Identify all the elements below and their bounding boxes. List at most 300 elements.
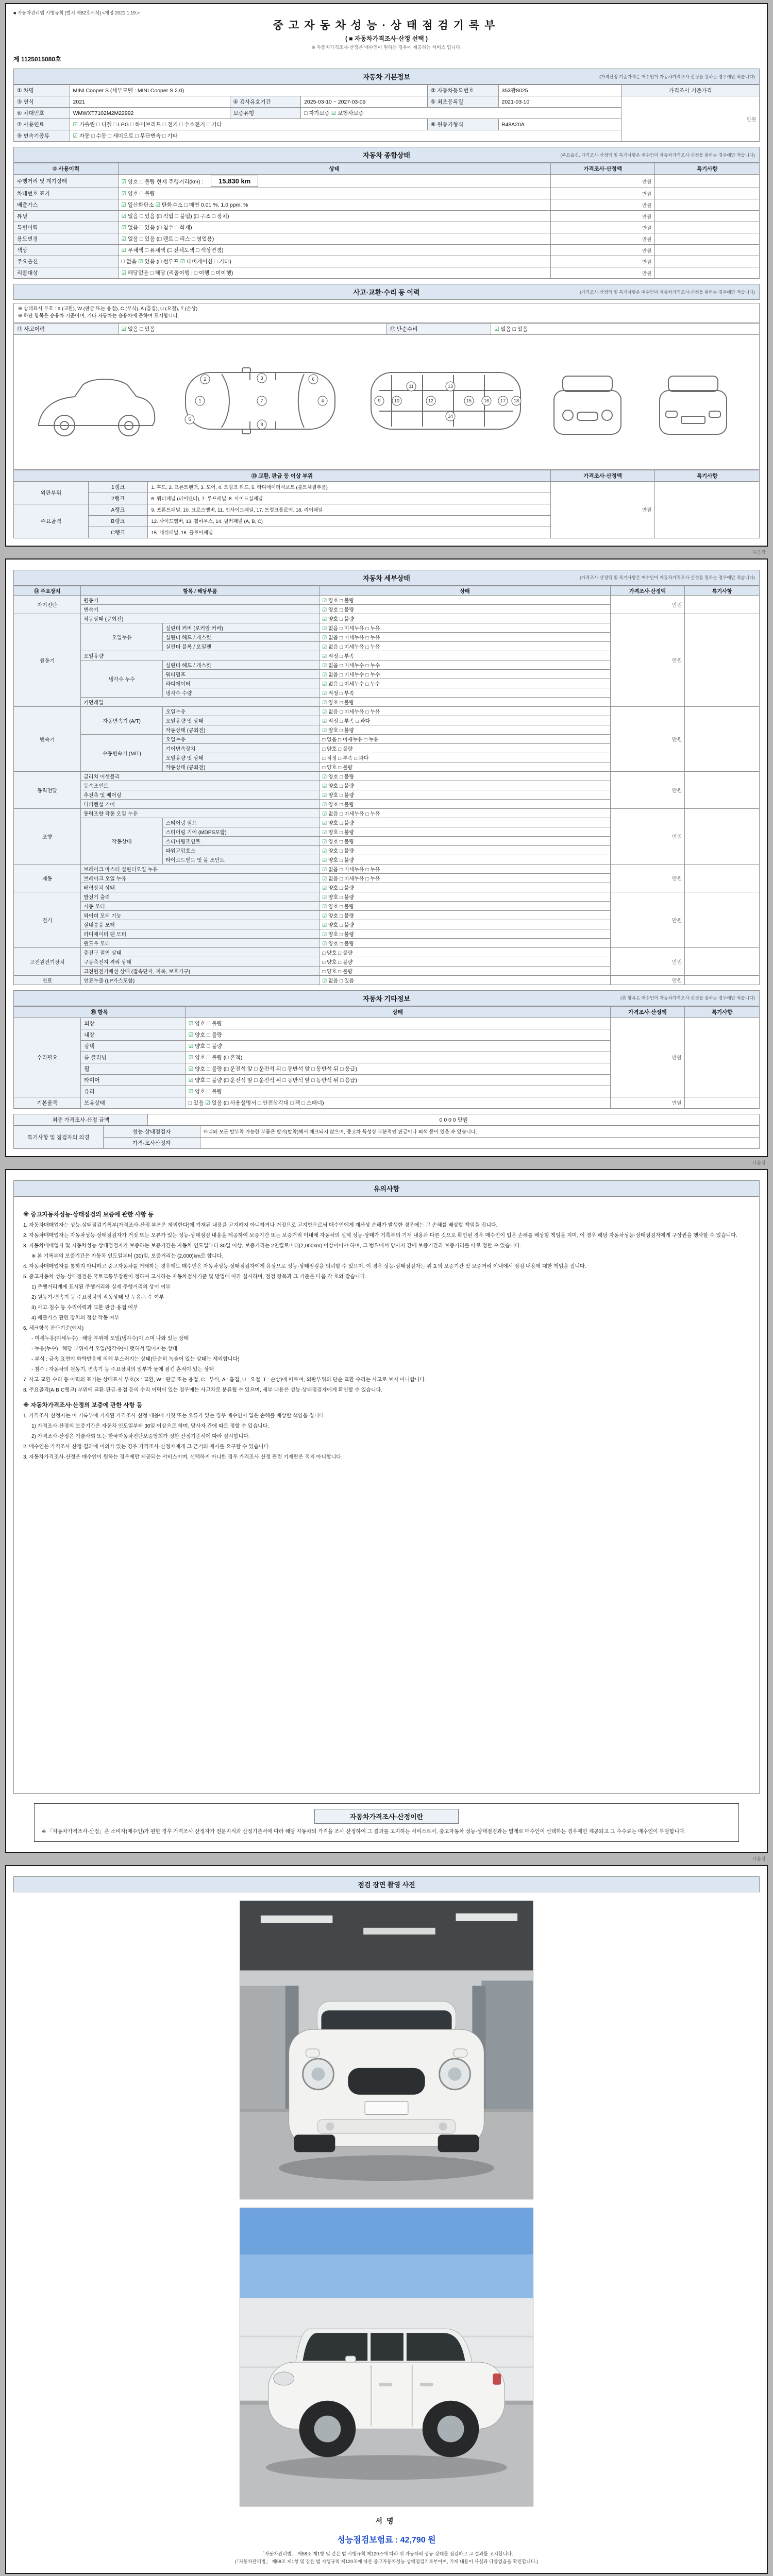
- cell: 만원: [550, 233, 655, 245]
- checkbox-cell[interactable]: ☑ 양호 □ 불량: [320, 697, 610, 706]
- checkbox-cell[interactable]: □ 양호 □ 불량: [320, 947, 610, 957]
- legal-note-2: (「자동차관리법」 제58조 제1항 및 같은 법 시행규칙 제120조에 따른 중고자동차성능·상태점검기록부이며, 기재 내용이 사실과 다름없음을 확인합니다.): [234, 2558, 539, 2564]
- exchange-repair-parts-table: [13, 470, 760, 538]
- notice-line: - 미세누유(미세누수) : 해당 부위에 오일(냉각수)이 스며 나와 있는 상태: [31, 1335, 189, 1342]
- cell: ⑪ 사고이력: [14, 323, 119, 334]
- notice-line: 4) 배출가스 관련 장치의 정상 작동 여부: [31, 1315, 120, 1321]
- section-etc-title: 자동차 기타정보: [363, 994, 410, 1003]
- cell: 동력조향 작동 오일 누유: [81, 808, 320, 818]
- next-page-marker: 다음장: [752, 549, 766, 555]
- cell: [655, 199, 760, 211]
- notice-line: ※ 자동차가격조사·산정의 보증에 관한 사항 등: [23, 1402, 142, 1409]
- cell: 만원: [550, 211, 655, 222]
- cell: 변속기: [81, 604, 320, 614]
- checkbox-cell[interactable]: □ 없음 □ 미세누유 □ 누유: [320, 734, 610, 743]
- price-definition-title: 자동차가격조사·산정이란: [314, 1809, 459, 1824]
- final-price-table: [13, 1114, 760, 1126]
- section-accident: [13, 284, 760, 300]
- section-detail-title: 자동차 세부상태: [363, 574, 410, 582]
- notice-line: 2) 원동기·변속기 등 주요장치의 작동상태 및 누유·누수 여부: [31, 1294, 164, 1300]
- cell: 룸 클리닝: [81, 1052, 186, 1063]
- cell: 냉각수 누수: [81, 660, 163, 697]
- inspection-photo-side: [240, 2208, 533, 2506]
- section-overall: [13, 147, 760, 163]
- cell: 상태: [320, 586, 610, 595]
- checkbox-cell[interactable]: ☑ 양호 □ 불량: [320, 845, 610, 855]
- checkbox-cell[interactable]: □ 적정 □ 부족 □ 과다: [320, 753, 610, 762]
- svg-text:15: 15: [466, 398, 472, 403]
- cell: 만원: [550, 222, 655, 233]
- cell: 오일유량 및 상태: [163, 753, 320, 762]
- checkbox-cell[interactable]: ☑ 없음 □ 있음: [491, 323, 760, 334]
- cell: 냉각수 수량: [163, 688, 320, 697]
- notice-line: 1. 가격조사·산정자는 이 기록부에 기재된 가격조사·산정 내용에 거짓 또는 오류가 있는 경우 매수인이 입은 손해를 배상할 책임을 집니다.: [23, 1413, 326, 1419]
- checkbox-cell[interactable]: ☑ 없음 □ 미세누유 □ 누유: [320, 641, 610, 651]
- cell: 라디에이터: [163, 679, 320, 688]
- cell: 가격·조사산정자: [103, 1137, 200, 1148]
- cell: [685, 1097, 760, 1108]
- cell: 오일유량: [81, 651, 320, 660]
- checkbox-cell[interactable]: ☑ 양호 □ 불량: [320, 799, 610, 808]
- checkbox-cell[interactable]: ☑ 없음 □ 있음 (□ 침수 □ 화재): [118, 222, 550, 233]
- checkbox-cell[interactable]: ☑ 없음 □ 미세누유 □ 누유: [320, 864, 610, 873]
- cell: 브레이크 오일 누유: [81, 873, 320, 883]
- cell: B48A20A: [498, 119, 621, 130]
- svg-text:17: 17: [500, 398, 506, 403]
- cell: 브레이크 마스터 실린더오일 누유: [81, 864, 320, 873]
- cell: 2021-03-10: [498, 96, 621, 108]
- svg-text:9: 9: [378, 398, 381, 403]
- sheet-notice: [5, 1169, 768, 1853]
- svg-text:2: 2: [204, 376, 207, 382]
- notice-line: 1. 자동차매매업자는 성능·상태점검기록부(가격조사·산정 부분은 제외한다)에 기재된 내용을 고지하지 아니하거나 거짓으로 고지함으로써 매수인에게 재산상 손해가 발생한 경우에는 그 손해를 배상할 책임을 집니다.: [23, 1222, 498, 1228]
- cell: 6. 쿼터패널 (리어펜더), 7. 루프패널, 8. 사이드실패널: [148, 493, 550, 504]
- checkbox-cell[interactable]: ☑ 없음 □ 있음 (□ 적법 □ 불법) (□ 구조 □ 장치): [118, 211, 550, 222]
- checkbox-cell[interactable]: ☑ 양호 □ 불량: [320, 920, 610, 929]
- checkbox-cell[interactable]: ☑ 없음 □ 미세누유 □ 누유: [320, 873, 610, 883]
- checkbox-cell[interactable]: ☑ 없음 □ 있음: [118, 323, 386, 334]
- checkbox-cell[interactable]: □ 양호 □ 불량: [320, 957, 610, 966]
- basic-info-table: [13, 84, 760, 142]
- checkbox-cell[interactable]: ☑ 없음 □ 미세누유 □ 누유: [320, 623, 610, 632]
- svg-text:12: 12: [428, 398, 434, 403]
- section-detail: [13, 570, 760, 586]
- cell: 성능·상태점검자: [103, 1126, 200, 1137]
- cell: 가격조사·산정액: [610, 1006, 685, 1018]
- cell: 와이퍼 모터 기능: [81, 910, 320, 920]
- cell: 디퍼렌셜 기어: [81, 799, 320, 808]
- cell: 외장: [81, 1018, 186, 1029]
- cell: 작동상태 (공회전): [81, 614, 320, 623]
- overall-condition-table: [13, 163, 760, 279]
- svg-text:4: 4: [321, 398, 324, 403]
- cell: 충전구 절연 상태: [81, 947, 320, 957]
- cell: ② 자동차등록번호: [428, 85, 498, 96]
- cell: 주요골격: [14, 504, 89, 538]
- cell: 2021: [70, 96, 230, 108]
- checkbox-cell[interactable]: □ 양호 □ 불량: [320, 743, 610, 753]
- checkbox-cell[interactable]: ☑ 양호 □ 불량: [185, 1018, 610, 1029]
- cell: 상태: [185, 1006, 610, 1018]
- notice-line: 2. 자동차매매업자는 자동차성능·상태점검자가 거짓 또는 오류가 있는 성능·상태점검 내용을 제공하여 보증기간 또는 보증거리 이내에 자동차의 실제 성능·상태가 기록부의 기재 내용과 다른 것으로 확인된 경우 매수인이 입은 손해를 배상할 책임을 지며, 이 경우 해당 자동차성능·상태점검자에게 구상권을 행사할 수 있습니다.: [23, 1232, 737, 1239]
- cell: 실린더 헤드 / 개스킷: [163, 632, 320, 641]
- notice-line: 2. 매수인은 가격조사·산정 결과에 이의가 있는 경우 가격조사·산정자에게 그 근거의 제시를 요구할 수 있습니다.: [23, 1444, 270, 1450]
- checkbox-cell[interactable]: ☑ 무채색 □ 유채색 (□ 전체도색 □ 색상변경): [118, 245, 550, 256]
- cell: 색상: [14, 245, 119, 256]
- cell: 원동기: [14, 614, 81, 706]
- checkbox-cell[interactable]: ☑ 없음 □ 미세누유 □ 누유: [320, 706, 610, 716]
- checkbox-cell[interactable]: ☑ 양호 □ 불량: [118, 188, 550, 199]
- notice-body: [13, 1196, 760, 1794]
- notice-line: 2) 가격조사·산정은 기술사회 또는 한국자동차진단보증협회가 정한 산정기준서에 따라 실시합니다.: [31, 1433, 250, 1439]
- section-photos: [13, 1876, 760, 1892]
- checkbox-cell[interactable]: ☑ 없음 □ 미세누수 □ 누수: [320, 669, 610, 679]
- checkbox-cell[interactable]: □ 있음 ☑ 없음 (□ 사용설명서 □ 안전삼각대 □ 잭 □ 스패너): [185, 1097, 610, 1108]
- next-page-marker: 다음장: [752, 1160, 766, 1165]
- cell: 작동상태 (공회전): [163, 725, 320, 734]
- checkbox-cell[interactable]: ☑ 적정 □ 부족: [320, 651, 610, 660]
- vehicle-diagram: [13, 335, 760, 470]
- insurance-fee-value: 42,790 원: [400, 2535, 436, 2545]
- cell: 조향: [14, 808, 81, 864]
- cell: 구동축전지 격리 상태: [81, 957, 320, 966]
- cell: 기본품목: [14, 1097, 81, 1108]
- form-reference: ■ 자동차관리법 시행규칙 [별지 제82호서식] <개정 2021.1.19.>: [13, 10, 140, 15]
- notice-line: 5. 중고자동차 성능·상태점검은 국토교통부장관이 정하여 고시하는 자동차검사기준 및 방법에 따라 실시하며, 점검 항목과 그 기준은 다음 각 호와 같습니다.: [23, 1274, 367, 1280]
- signature-title: 서명: [375, 2516, 398, 2525]
- checkbox-cell[interactable]: ☑ 양호 □ 불량 (□ 운전석 앞 □ 운전석 뒤 □ 동반석 앞 □ 동반석 뒤 □ 응급): [185, 1063, 610, 1074]
- cell: 1랭크: [88, 481, 148, 493]
- cell: A랭크: [88, 504, 148, 515]
- cell: 오일유량 및 상태: [163, 716, 320, 725]
- legend-line-1: ※ 상태표시 부호 : X (교환), W (판금 또는 용접), C (부식), A (흠집), U (요철), T (손상): [18, 306, 198, 312]
- checkbox-cell[interactable]: □ 양호 □ 불량: [320, 762, 610, 771]
- cell: 광택: [81, 1040, 186, 1052]
- cell: 파워고압호스: [163, 845, 320, 855]
- cell: 상태: [118, 163, 550, 175]
- cell: 연료누출 (LP가스포함): [81, 975, 320, 985]
- next-page-marker: 다음장: [752, 1856, 766, 1861]
- cell: 타이로드엔드 및 볼 조인트: [163, 855, 320, 864]
- cell: 원동기: [81, 595, 320, 604]
- cell: 작동상태 (공회전): [163, 762, 320, 771]
- checkbox-cell[interactable]: ☑ 양호 □ 불량: [320, 883, 610, 892]
- price-definition-box: [34, 1803, 739, 1842]
- notice-line: 3. 자동차가격조사·산정은 매수인이 원하는 경우에만 제공되는 서비스이며, 선택하지 아니한 경우 가격조사·산정 관련 기재란은 적지 아니합니다.: [23, 1454, 343, 1460]
- cell: 전기: [14, 892, 81, 947]
- cell: 9. 프론트패널, 10. 크로스멤버, 11. 인사이드패널, 17. 트렁크플로어, 18. 리어패널: [148, 504, 550, 515]
- section-accident-title: 사고·교환·수리 등 이력: [353, 289, 420, 296]
- cell: 수동변속기 (M/T): [81, 734, 163, 771]
- cell: MINI Cooper S (세부모델 : MINI Cooper S 2.0): [70, 85, 428, 96]
- cell: 제동: [14, 864, 81, 892]
- cell: [685, 947, 760, 975]
- notice-line: 3) 사고·침수 등 수리이력과 교환·판금·용접 여부: [31, 1304, 138, 1311]
- cell: 실린더 커버 (로커암 커버): [163, 623, 320, 632]
- cell: 12. 사이드멤버, 13. 휠하우스, 14. 필러패널 (A, B, C): [148, 515, 550, 527]
- checkbox-cell[interactable]: □ 자가보증 ☑ 보험사보증: [301, 108, 621, 119]
- cell: 연료: [14, 975, 81, 985]
- cell: 만원: [550, 188, 655, 199]
- cell: 만원: [550, 256, 655, 267]
- cell: 실린더 블록 / 오일팬: [163, 641, 320, 651]
- cell: ① 차명: [14, 85, 70, 96]
- document-subtitle-note: ※ 자동차가격조사·산정은 매수인이 원하는 경우에 제공하는 서비스 입니다.: [311, 45, 462, 50]
- checkbox-cell[interactable]: ☑ 양호 □ 불량: [185, 1029, 610, 1040]
- notice-line: 4. 자동차매매업자를 통하지 아니하고 중고자동차를 거래하는 경우에도 매수인은 자동차성능·상태점검자에게 유상으로 성능·상태점검을 의뢰할 수 있으며, 이 경우 성능·상태점검자는 위 3.의 보증기간 및 보증거리 이내에서 점검 내용에 대한 책임을 집니다.: [23, 1263, 586, 1269]
- section-detail-note: (가격조사·산정액 및 특기사항은 매수인이 자동차가격조사·산정을 원하는 경우에만 적습니다): [580, 575, 755, 580]
- section-etc: [13, 990, 760, 1006]
- section-basic-note: (가격산정 기준가격은 매수인이 자동차가격조사·산정을 원하는 경우에만 적습니다): [599, 74, 755, 79]
- cell: 내장: [81, 1029, 186, 1040]
- cell: [655, 481, 760, 538]
- section-photos-title: 점검 장면 촬영 사진: [358, 1880, 415, 1889]
- notice-line: - 침수 : 자동차의 원동기, 변속기 등 주요장치의 일부가 물에 잠긴 흔적이 있는 상태: [31, 1366, 214, 1372]
- checkbox-cell[interactable]: ☑ 적정 □ 부족: [320, 688, 610, 697]
- checkbox-cell[interactable]: ☑ 양호 □ 불량: [320, 892, 610, 901]
- cell: ⑫ 단순수리: [386, 323, 491, 334]
- svg-text:6: 6: [312, 376, 315, 382]
- section-notice-title: 유의사항: [373, 1184, 400, 1193]
- cell: 배력장치 상태: [81, 883, 320, 892]
- mileage-value: 15,830 km: [211, 176, 258, 187]
- checkbox-cell[interactable]: ☑ 없음 □ 미세누유 □ 누유: [320, 632, 610, 641]
- checkbox-cell[interactable]: ☑ 가솔린 □ 디젤 □ LPG □ 하이브리드 □ 전기 □ 수소전기 □ 기타: [70, 119, 428, 130]
- cell: [655, 222, 760, 233]
- cell: 바디와 모든 탈부착 가능한 부품은 탈거(탈착)해서 체크되지 않으며, 중고차 특성상 부분적인 판금이나 퇴색 등이 있을 수 있습니다.: [200, 1126, 759, 1137]
- checkbox-cell[interactable]: ☑ 양호 □ 불량: [320, 725, 610, 734]
- price-definition-text: ※ 「자동차가격조사·산정」은 소비자(매수인)가 원할 경우 가격조사·산정자가 전문지식과 산정기준서에 따라 해당 자동차의 가격을 조사·산정하여 그 결과를 고지하는 서비스로서, 중고자동차 성능·상태점검과는 별개로 매수인이 선택하는 경우에만 제공되고 그 수수료는 매수인이 부담합니다.: [42, 1828, 686, 1835]
- cell: 최종 가격조사·산정 금액: [14, 1114, 148, 1125]
- accident-history-table: [13, 323, 760, 335]
- checkbox-cell[interactable]: ☑ 없음 □ 미세누수 □ 누수: [320, 679, 610, 688]
- checkbox-cell[interactable]: ☑ 양호 □ 불량 (□ 흔적): [185, 1052, 610, 1063]
- checkbox-cell[interactable]: □ 없음 ☑ 있음 (□ 썬루프 ☑ 네비게이션 □ 기타): [118, 256, 550, 267]
- cell: 특기사항: [685, 1006, 760, 1018]
- checkbox-cell[interactable]: ☑ 양호 □ 불량: [320, 614, 610, 623]
- vehicle-diagram-svg: [15, 339, 758, 463]
- cell: 가격조사·산정액: [550, 163, 655, 175]
- cell: [685, 614, 760, 706]
- cell: 특별이력: [14, 222, 119, 233]
- checkbox-cell[interactable]: ☑ 적정 □ 부족 □ 과다: [320, 716, 610, 725]
- cell: ⑮ 항목: [14, 1006, 186, 1018]
- svg-text:14: 14: [447, 413, 453, 419]
- checkbox-cell[interactable]: ☑ 양호 □ 불량: [320, 818, 610, 827]
- cell: 만원: [550, 245, 655, 256]
- svg-text:1: 1: [198, 398, 201, 403]
- svg-text:11: 11: [409, 383, 414, 389]
- cell: 2랭크: [88, 493, 148, 504]
- cell: 만원: [550, 481, 655, 538]
- legend-line-2: ※ 하단 항목은 승용차 기준이며, 기타 자동차는 승용차에 준하여 표시합니다.: [18, 313, 179, 319]
- cell: 기어변속장치: [163, 743, 320, 753]
- cell: 스티어링 기어 (MDPS포함): [163, 827, 320, 836]
- checkbox-cell[interactable]: ☑ 해당없음 □ 해당 (리콜이행 : □ 이행 □ 미이행): [118, 267, 550, 279]
- cell: 만원: [610, 1097, 685, 1108]
- cell: 가격조사·산정액: [610, 586, 685, 595]
- cell: ⑨ 변속기종류: [14, 130, 70, 142]
- cell: 유리: [81, 1086, 186, 1097]
- insurance-fee-label: 성능점검보험료 :: [337, 2535, 398, 2545]
- cell: [655, 267, 760, 279]
- cell: 등속조인트: [81, 781, 320, 790]
- cell: 특기사항 및 점검자의 의견: [14, 1126, 104, 1148]
- cell: 수리필요: [14, 1018, 81, 1097]
- cell: 만원: [550, 175, 655, 188]
- checkbox-cell[interactable]: ☑ 일산화탄소 ☑ 탄화수소 □ 매연 0.01 %, 1.0 ppm, %: [118, 199, 550, 211]
- checkbox-cell[interactable]: ☑ 양호 □ 불량: [320, 910, 610, 920]
- cell: [685, 808, 760, 864]
- section-accident-note: (가격조사·산정액 및 특기사항은 매수인이 자동차가격조사·산정을 원하는 경우에만 적습니다): [580, 289, 755, 295]
- checkbox-cell[interactable]: ☑ 양호 □ 불량 (□ 운전석 앞 □ 운전석 뒤 □ 동반석 앞 □ 동반석 뒤 □ 응급): [185, 1074, 610, 1086]
- cell: 만원: [610, 1018, 685, 1097]
- cell: 커먼레일: [81, 697, 320, 706]
- cell: WMWXT7102M2M22992: [70, 108, 230, 119]
- checkbox-cell[interactable]: ☑ 자동 □ 수동 □ 세미오토 □ 무단변속 □ 기타: [70, 130, 621, 142]
- cell: 보유상태: [81, 1097, 186, 1108]
- cell: ⑤ 최초등록일: [428, 96, 498, 108]
- cell: 만원: [550, 199, 655, 211]
- cell: [685, 706, 760, 771]
- cell: 1. 후드, 2. 프론트펜더, 3. 도어, 4. 트렁크 리드, 5. 라디에이터서포트 (볼트체결부품): [148, 481, 550, 493]
- cell: [655, 188, 760, 199]
- checkbox-cell[interactable]: ☑ 양호 □ 불량: [320, 901, 610, 910]
- checkbox-cell[interactable]: ☑ 양호 □ 불량: [320, 855, 610, 864]
- cell: ⑬ 교환, 판금 등 이상 부위: [14, 470, 551, 481]
- cell: 만원: [610, 595, 685, 614]
- cell: 자동변속기 (A/T): [81, 706, 163, 734]
- svg-text:8: 8: [260, 421, 263, 427]
- cell: ⑧ 원동기형식: [428, 119, 498, 130]
- cell: ⑩ 사용이력: [14, 163, 119, 175]
- cell: 2025-03-10 ~ 2027-03-09: [301, 96, 428, 108]
- checkbox-cell[interactable]: ☑ 양호 □ 불량: [320, 604, 610, 614]
- insurance-fee: [13, 2533, 760, 2545]
- cell: 만원: [610, 975, 685, 985]
- notice-line: ※ 본 기록부의 보증기간은 자동차 인도일부터 (30)일, 보증거리는 (2,000)km로 합니다.: [31, 1253, 224, 1259]
- cell: 라디에이터 팬 모터: [81, 929, 320, 938]
- cell: 만원: [610, 947, 685, 975]
- cell: 만원: [550, 267, 655, 279]
- cell: 오일누유: [163, 706, 320, 716]
- checkbox-cell[interactable]: ☑ 없음 □ 있음: [320, 975, 610, 985]
- cell: 오일누유: [81, 623, 163, 651]
- cell: 항목 / 해당부품: [81, 586, 320, 595]
- cell: 차대번호 표기: [14, 188, 119, 199]
- cell: [655, 256, 760, 267]
- cell: 워터펌프: [163, 669, 320, 679]
- cell: [655, 211, 760, 222]
- cell: ⑭ 주요장치: [14, 586, 81, 595]
- cell: B랭크: [88, 515, 148, 527]
- checkbox-cell[interactable]: ☑ 양호 □ 불량: [185, 1040, 610, 1052]
- notice-line: ※ 중고자동차성능·상태점검의 보증에 관한 사항 등: [23, 1211, 154, 1218]
- checkbox-cell[interactable]: ☑ 양호 □ 불량: [320, 595, 610, 604]
- cell: [685, 864, 760, 892]
- cell: 휠: [81, 1063, 186, 1074]
- cell: 용도변경: [14, 233, 119, 245]
- checkbox-cell[interactable]: ☑ 양호 □ 불량 현재 주행거리(km) : 15,830 km: [118, 175, 550, 188]
- document-title: 중고자동차성능·상태점검기록부: [273, 20, 500, 31]
- cell: 동력전달: [14, 771, 81, 808]
- section-etc-note: (⑮ 항목은 매수인이 자동차가격조사·산정을 원하는 경우에만 적습니다): [620, 995, 755, 1001]
- checkbox-cell[interactable]: ☑ 없음 □ 미세누수 □ 누수: [320, 660, 610, 669]
- cell: 만원: [610, 771, 685, 808]
- cell: [685, 1018, 760, 1097]
- cell: [200, 1137, 759, 1148]
- svg-text:3: 3: [260, 375, 263, 381]
- checkbox-cell[interactable]: ☑ 양호 □ 불량: [320, 938, 610, 947]
- cell: 튜닝: [14, 211, 119, 222]
- checkbox-cell[interactable]: ☑ 양호 □ 불량: [320, 827, 610, 836]
- cell: [655, 245, 760, 256]
- cell: [655, 233, 760, 245]
- checkbox-cell[interactable]: ☑ 없음 □ 미세누유 □ 누유: [320, 808, 610, 818]
- cell: 주요옵션: [14, 256, 119, 267]
- cell: 추진축 및 베어링: [81, 790, 320, 799]
- cell: 발전기 출력: [81, 892, 320, 901]
- notice-line: 8. 주요골격(A·B·C랭크) 부위에 교환·판금·용접 등의 수리 이력이 있는 경우에는 사고차로 분류될 수 있으며, 세부 내용은 성능·상태점검자에게 확인할 수 있습니다.: [23, 1387, 383, 1393]
- cell: 오일누유: [163, 734, 320, 743]
- section-overall-title: 자동차 종합상태: [363, 151, 410, 159]
- cell: 15. 대쉬패널, 16. 플로어패널: [148, 527, 550, 538]
- notice-line: 1) 가격조사·산정의 보증기간은 자동차 인도일부터 30일 이상으로 하며, 당사자 간에 따로 정할 수 있습니다.: [31, 1423, 270, 1429]
- checkbox-cell[interactable]: ☑ 양호 □ 불량: [320, 771, 610, 781]
- cell: 작동상태: [81, 818, 163, 864]
- cell: 353광8025: [498, 85, 621, 96]
- cell: [655, 175, 760, 188]
- svg-text:10: 10: [394, 398, 400, 403]
- cell: 주행거리 및 계기상태: [14, 175, 119, 188]
- cell: 특기사항: [685, 586, 760, 595]
- notice-line: 7. 사고·교환·수리 등 이력의 표기는 상태표시 부호(X : 교환, W : 판금 또는 용접, C : 부식, A : 흠집, U : 요철, T : 손상)에 따르며, 외판부위의 단순 교환·수리는 사고로 보지 아니합니다.: [23, 1377, 426, 1383]
- checkbox-cell[interactable]: ☑ 양호 □ 불량: [320, 790, 610, 799]
- section-basic-info: [13, 69, 760, 84]
- cell: 스티어링 펌프: [163, 818, 320, 827]
- checkbox-cell[interactable]: ☑ 양호 □ 불량: [185, 1086, 610, 1097]
- checkbox-cell[interactable]: □ 양호 □ 불량: [320, 966, 610, 975]
- cell: ⑥ 차대번호: [14, 108, 70, 119]
- svg-text:5: 5: [188, 416, 191, 422]
- checkbox-cell[interactable]: ☑ 양호 □ 불량: [320, 781, 610, 790]
- cell: [685, 595, 760, 614]
- cell: ③ 연식: [14, 96, 70, 108]
- cell: 만원: [610, 614, 685, 706]
- checkbox-cell[interactable]: ☑ 양호 □ 불량: [320, 836, 610, 845]
- svg-text:13: 13: [447, 383, 453, 389]
- sheet-photos: [5, 1865, 768, 2574]
- cell: [685, 771, 760, 808]
- cell: ⑦ 사용연료: [14, 119, 70, 130]
- cell: 실내송풍 모터: [81, 920, 320, 929]
- cell: 보증유형: [230, 108, 300, 119]
- detail-condition-table: [13, 586, 760, 985]
- cell: 만원: [610, 808, 685, 864]
- checkbox-cell[interactable]: ☑ 없음 □ 있음 (□ 렌트 □ 리스 □ 영업용): [118, 233, 550, 245]
- checkbox-cell[interactable]: ☑ 양호 □ 불량: [320, 929, 610, 938]
- cell: 시동 모터: [81, 901, 320, 910]
- notice-line: 3. 자동차매매업자 및 자동차성능·상태점검자가 보증하는 보증기간은 자동차 인도일부터 30일 이상, 보증거리는 2천킬로미터(2,000km) 이상이어야 하며, 그 범위에서 당사자 간에 보증기간과 보증거리를 따로 정할 수 있습니다.: [23, 1243, 522, 1249]
- cell: 특기사항: [655, 470, 760, 481]
- cell: 자기진단: [14, 595, 81, 614]
- cell: 클러치 어셈블리: [81, 771, 320, 781]
- section-notice: [13, 1180, 760, 1196]
- cell: 타이어: [81, 1074, 186, 1086]
- etc-info-table: [13, 1006, 760, 1109]
- cell: 고전원전기배선 상태 (접속단자, 피복, 보호기구): [81, 966, 320, 975]
- cell: 리콜대상: [14, 267, 119, 279]
